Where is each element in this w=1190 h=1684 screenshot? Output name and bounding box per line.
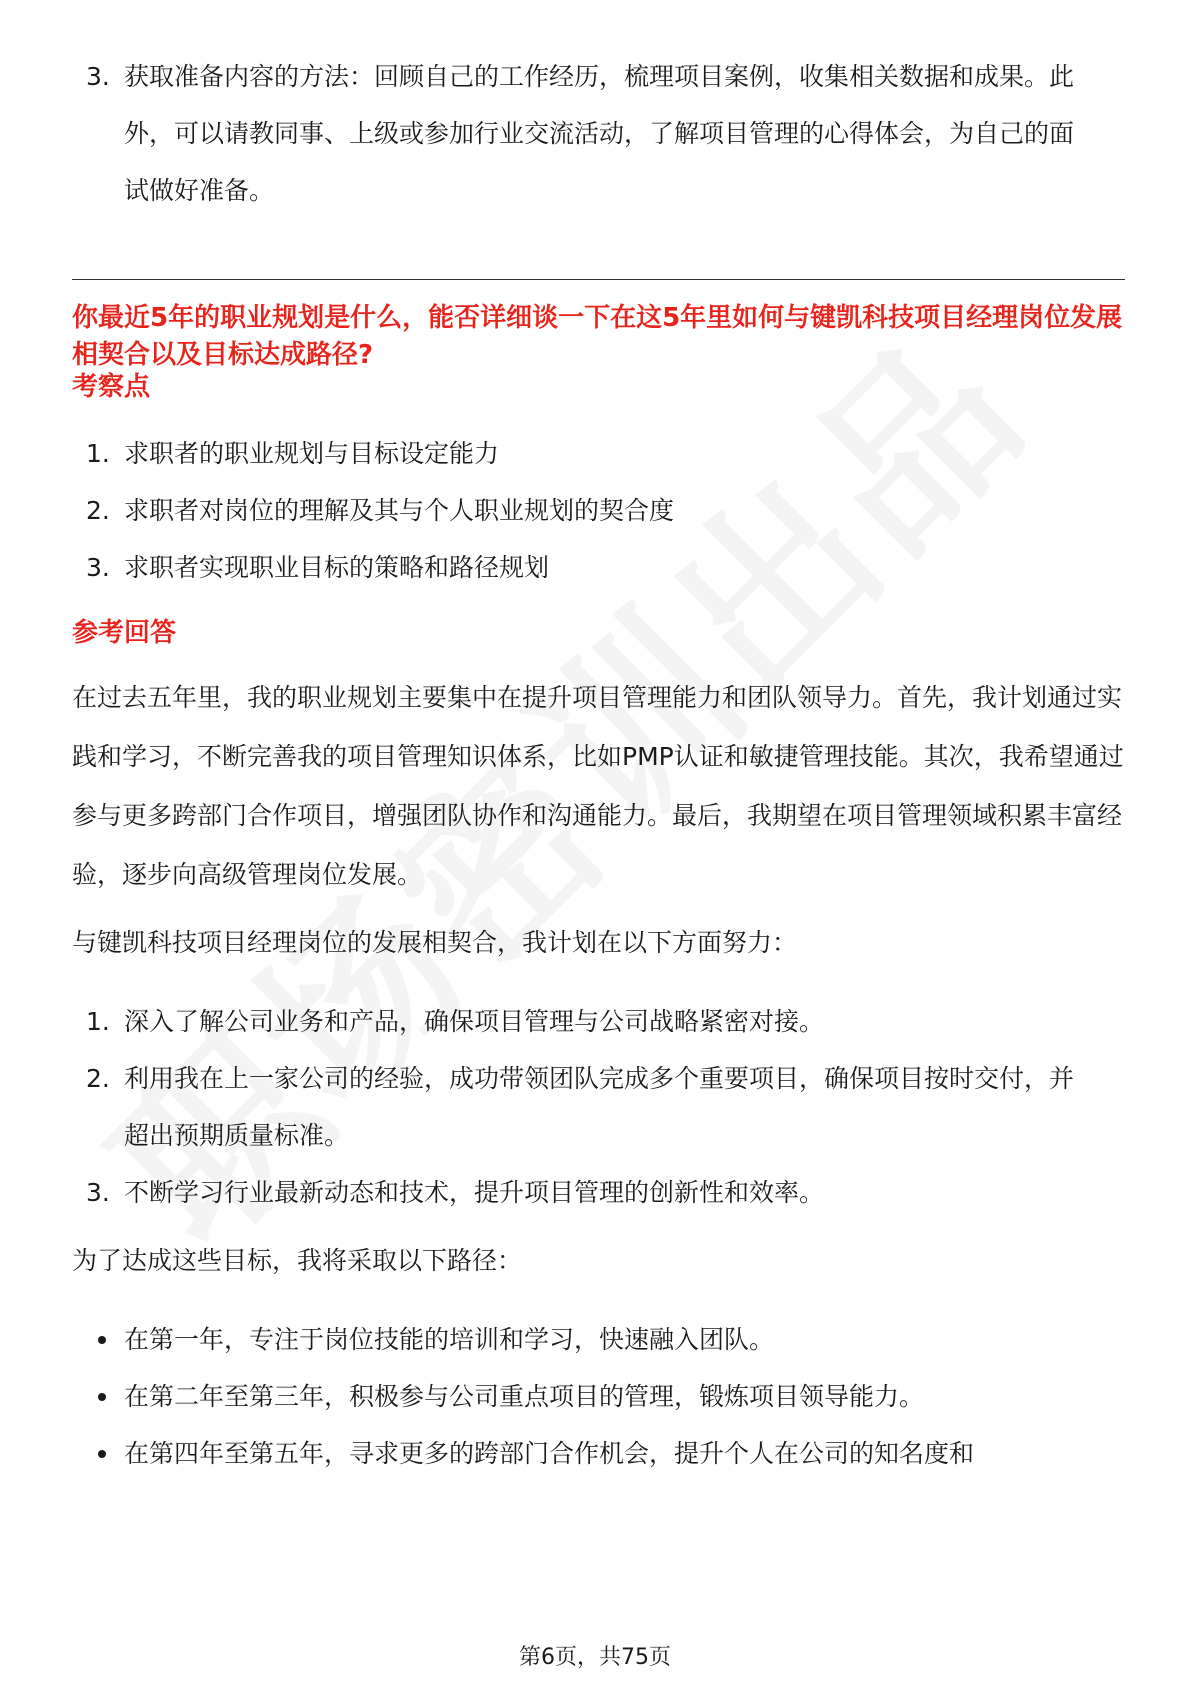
bullet-text: 在第二年至第三年，积极参与公司重点项目的管理，锻炼项目领导能力。 [124,1382,925,1411]
list-item-number: 1. [86,439,110,468]
answer-paragraph-2: 与键凯科技项目经理岗位的发展相契合，我计划在以下方面努力： [72,928,798,957]
list-item [72,1164,1082,1221]
answer-bullet-list [72,1311,1082,1482]
list-item-number: 2. [86,496,110,525]
continued-list [72,48,1082,219]
list-item [72,1050,1082,1164]
list-item [72,539,1082,596]
bullet-dot [98,1393,106,1401]
bullet-dot [98,1450,106,1458]
list-item [72,993,1082,1050]
bullet-item [72,1311,1082,1368]
page-footer: 第6页，共75页 [519,1645,671,1670]
list-item-text: 求职者实现职业目标的策略和路径规划 [124,553,550,582]
answer-title: 参考回答 [72,618,177,648]
list-item-text: 不断学习行业最新动态和技术，提升项目管理的创新性和效率。 [124,1178,825,1207]
answer-paragraph-1: 在过去五年里，我的职业规划主要集中在提升项目管理能力和团队领导力。首先，我计划通过实践和学习，不断完善我的项目管理知识体系，比如PMP认证和敏捷管理技能。其次，我希望通过参与更多跨部门合作项目，增强团队协作和沟通能力。最后，我期望在项目管理领域积累丰富经验，逐步向高级管理岗位发展。 [72,683,1124,889]
answer-paragraph-3: 为了达成这些目标，我将采取以下路径： [72,1246,523,1275]
list-item-text: 获取准备内容的方法：回顾自己的工作经历，梳理项目案例，收集相关数据和成果。此外，可以请教同事、上级或参加行业交流活动，了解项目管理的心得体会，为自己的面试做好准备。 [124,62,1075,205]
bullet-item [72,1368,1082,1425]
answer-numbered-list [72,993,1082,1221]
bullet-text: 在第一年，专注于岗位技能的培训和学习，快速融入团队。 [124,1325,775,1354]
list-item-number: 3. [86,1178,110,1207]
exam-points-title: 考察点 [72,372,151,402]
section-divider [72,279,1125,280]
bullet-item [72,1425,1082,1482]
list-item-number: 3. [86,62,110,91]
list-item [72,425,1082,482]
list-item-text: 深入了解公司业务和产品，确保项目管理与公司战略紧密对接。 [124,1007,825,1036]
bullet-text: 在第四年至第五年，寻求更多的跨部门合作机会，提升个人在公司的知名度和 [124,1439,975,1468]
list-item [72,482,1082,539]
list-item-text: 求职者对岗位的理解及其与个人职业规划的契合度 [124,496,675,525]
bullet-dot [98,1336,106,1344]
list-item-text: 求职者的职业规划与目标设定能力 [124,439,500,468]
exam-points-list [72,425,1082,596]
list-item-number: 1. [86,1007,110,1036]
list-item-number: 2. [86,1064,110,1093]
list-item-text: 利用我在上一家公司的经验，成功带领团队完成多个重要项目，确保项目按时交付，并超出预期质量标准。 [124,1064,1075,1150]
list-item [72,48,1082,219]
list-item-number: 3. [86,553,110,582]
question-heading: 你最近5年的职业规划是什么，能否详细谈一下在这5年里如何与键凯科技项目经理岗位发展相契合以及目标达成路径? [72,303,1123,370]
